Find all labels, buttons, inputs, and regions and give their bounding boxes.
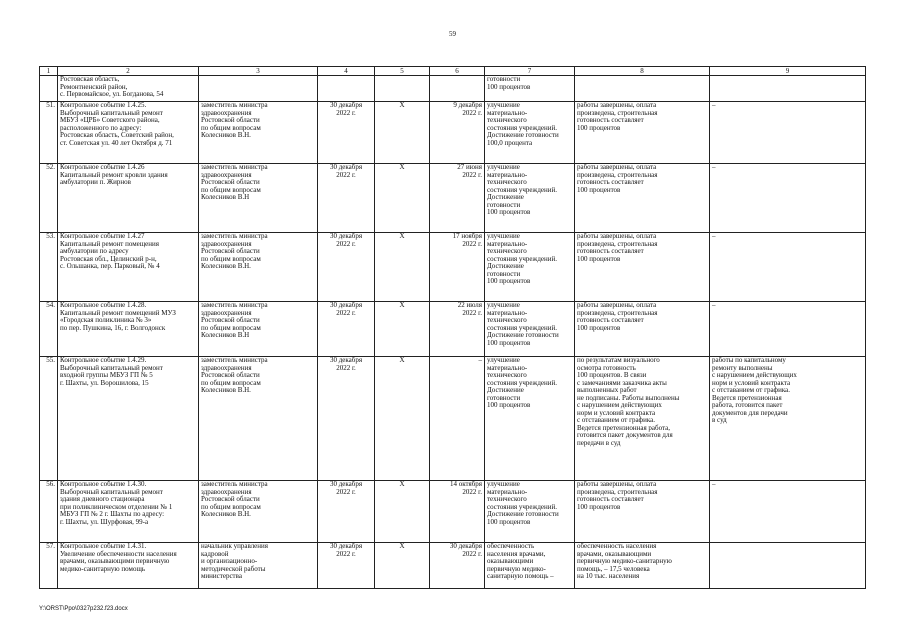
table-row [40, 302, 866, 357]
row-number: 57. [40, 543, 58, 589]
expected-result-cell: улучшение материально- технического состояния учреждений. Достижение готовности 100 процентов [485, 357, 575, 481]
expected-result-cell: готовности 100 процентов [485, 76, 575, 102]
column-number-header: 8 [575, 67, 710, 76]
planned-deadline-cell: 30 декабря 2022 г. [318, 543, 375, 589]
table-row [40, 164, 866, 233]
planned-deadline-cell [318, 76, 375, 102]
row-number [40, 76, 58, 102]
plan-table [39, 66, 866, 589]
responsible-person-cell: заместитель министра здравоохранения Ростовской области по общим вопросам Колесников В.Н. [199, 102, 318, 164]
note-cell [710, 76, 866, 102]
expected-result-cell: обеспеченность населения врачами, оказывающими первичную медико- санитарную помощь – [485, 543, 575, 589]
row-number: 51. [40, 102, 58, 164]
actual-date-cell: 27 июня 2022 г. [430, 164, 485, 233]
note-cell: – [710, 233, 866, 302]
actual-date-cell: – [430, 357, 485, 481]
expected-result-cell: улучшение материально- технического состояния учреждений. Достижение готовности 100 процентов [485, 164, 575, 233]
control-event-cell: Контрольное событие 1.4.26 Капитальный ремонт кровли здания амбулатории п. Жирнов [58, 164, 199, 233]
document-file-path: Y:\ORST\Ppo\0327p232.f23.docx [39, 606, 128, 612]
planned-deadline-cell: 30 декабря 2022 г. [318, 233, 375, 302]
actual-date-cell: 14 октября 2022 г. [430, 481, 485, 543]
expected-result-cell: улучшение материально- технического состояния учреждений. Достижение готовности 100 процентов [485, 302, 575, 357]
status-cell: по результатам визуального осмотра готовность 100 процентов. В связи с замечаниями заказчика акты выполненных работ не подписаны. Работы выполнены с нарушением действующих норм и условий контракта с отставанием от графика. Ведется претензионная работа, готовится пакет документов для передачи в суд [575, 357, 710, 481]
status-cell: обеспеченность населения врачами, оказывающими первичную медико-санитарную помощь, – 17,5 человека на 10 тыс. населения [575, 543, 710, 589]
note-cell: – [710, 164, 866, 233]
actual-date-cell: 30 декабря 2022 г. [430, 543, 485, 589]
column-number-header: 2 [58, 67, 199, 76]
row-number: 56. [40, 481, 58, 543]
status-cell [575, 76, 710, 102]
note-cell: – [710, 302, 866, 357]
control-event-cell: Контрольное событие 1.4.29. Выборочный капитальный ремонт входной группы МБУЗ ГП № 5 г. Шахты, ул. Ворошилова, 15 [58, 357, 199, 481]
column-5-cell [375, 76, 430, 102]
responsible-person-cell [199, 76, 318, 102]
row-number: 52. [40, 164, 58, 233]
column-5-cell: X [375, 302, 430, 357]
column-5-cell: X [375, 164, 430, 233]
status-cell: работы завершены, оплата произведена, строительная готовность составляет 100 процентов [575, 302, 710, 357]
note-cell: работы по капитальному ремонту выполнены с нарушением действующих норм и условий контракта с отставанием от графика. Ведется претензионная работа, готовится пакет документов для передачи в суд [710, 357, 866, 481]
responsible-person-cell: заместитель министра здравоохранения Ростовской области по общим вопросам Колесников В.Н [199, 164, 318, 233]
column-number-header: 3 [199, 67, 318, 76]
planned-deadline-cell: 30 декабря 2022 г. [318, 102, 375, 164]
column-number-header: 5 [375, 67, 430, 76]
planned-deadline-cell: 30 декабря 2022 г. [318, 164, 375, 233]
column-number-header: 1 [40, 67, 58, 76]
actual-date-cell: 17 ноября 2022 г. [430, 233, 485, 302]
page-number: 59 [449, 30, 456, 38]
control-event-cell: Ростовская область, Ремонтненский район, с. Первомайское, ул. Богданова, 54 [58, 76, 199, 102]
expected-result-cell: улучшение материально- технического состояния учреждений. Достижение готовности 100 процентов [485, 233, 575, 302]
control-event-cell: Контрольное событие 1.4.31. Увеличение обеспеченности населения врачами, оказывающими первичную медико-санитарную помощь [58, 543, 199, 589]
row-number: 55. [40, 357, 58, 481]
table-row [40, 543, 866, 589]
column-number-header: 7 [485, 67, 575, 76]
table-row [40, 481, 866, 543]
status-cell: работы завершены, оплата произведена, строительная готовность составляет 100 процентов [575, 233, 710, 302]
planned-deadline-cell: 30 декабря 2022 г. [318, 481, 375, 543]
expected-result-cell: улучшение материально- технического состояния учреждений. Достижение готовности 100,0 процента [485, 102, 575, 164]
actual-date-cell: 9 декабря 2022 г. [430, 102, 485, 164]
status-cell: работы завершены, оплата произведена, строительная готовность составляет 100 процентов [575, 102, 710, 164]
responsible-person-cell: начальник управления кадровой и организационно- методической работы министерства [199, 543, 318, 589]
row-number: 53. [40, 233, 58, 302]
expected-result-cell: улучшение материально- технического состояния учреждений. Достижение готовности 100 процентов [485, 481, 575, 543]
control-event-cell: Контрольное событие 1.4.28. Капитальный ремонт помещений МУЗ «Городская поликлиника № 3» по пер. Пушкина, 16, г. Волгодонск [58, 302, 199, 357]
column-number-header: 6 [430, 67, 485, 76]
control-event-cell: Контрольное событие 1.4.30. Выборочный капитальный ремонт здания дневного стационара при поликлиническом отделении № 1 МБУЗ ГП № 2 г. Шахты по адресу: г. Шахты, ул. Шурфовая, 99-а [58, 481, 199, 543]
note-cell: – [710, 481, 866, 543]
status-cell: работы завершены, оплата произведена, строительная готовность составляет 100 процентов [575, 164, 710, 233]
table-row [40, 102, 866, 164]
row-number: 54. [40, 302, 58, 357]
column-5-cell: X [375, 233, 430, 302]
responsible-person-cell: заместитель министра здравоохранения Ростовской области по общим вопросам Колесников В.Н. [199, 357, 318, 481]
responsible-person-cell: заместитель министра здравоохранения Ростовской области по общим вопросам Колесников В.Н. [199, 481, 318, 543]
column-5-cell: X [375, 543, 430, 589]
control-event-cell: Контрольное событие 1.4.27 Капитальный ремонт помещения амбулатории по адресу Ростовская обл., Целинский р-н, с. Ольшанка, пер. Парковый, № 4 [58, 233, 199, 302]
note-cell [710, 543, 866, 589]
column-5-cell: X [375, 357, 430, 481]
column-number-header: 4 [318, 67, 375, 76]
table-row [40, 233, 866, 302]
planned-deadline-cell: 30 декабря 2022 г. [318, 357, 375, 481]
responsible-person-cell: заместитель министра здравоохранения Ростовской области по общим вопросам Колесников В.Н. [199, 233, 318, 302]
responsible-person-cell: заместитель министра здравоохранения Ростовской области по общим вопросам Колесников В.Н [199, 302, 318, 357]
column-5-cell: X [375, 481, 430, 543]
table-row [40, 76, 866, 102]
status-cell: работы завершены, оплата произведена, строительная готовность составляет 100 процентов [575, 481, 710, 543]
table-row [40, 357, 866, 481]
column-5-cell: X [375, 102, 430, 164]
note-cell: – [710, 102, 866, 164]
planned-deadline-cell: 30 декабря 2022 г. [318, 302, 375, 357]
control-event-cell: Контрольное событие 1.4.25. Выборочный капитальный ремонт МБУЗ «ЦРБ» Советского района, расположенного по адресу: Ростовская область, Советский район, ст. Советская ул. 40 лет Октября д. 71 [58, 102, 199, 164]
actual-date-cell: 22 июля 2022 г. [430, 302, 485, 357]
actual-date-cell [430, 76, 485, 102]
column-number-header: 9 [710, 67, 866, 76]
table-header-row [40, 67, 866, 76]
